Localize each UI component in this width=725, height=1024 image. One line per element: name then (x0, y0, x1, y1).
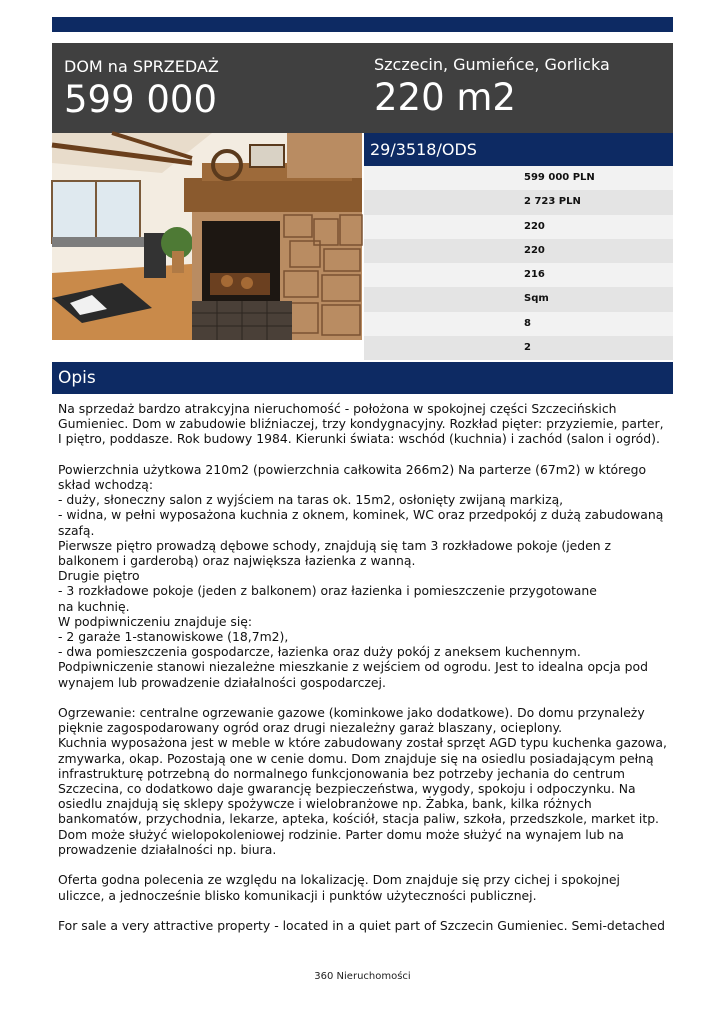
detail-row-area: 220 (364, 215, 673, 239)
property-photo (52, 133, 362, 340)
header-right (374, 55, 610, 119)
listing-details-table (364, 166, 673, 360)
fireplace-living-room-image (52, 133, 362, 340)
detail-row-rooms: 8 (364, 312, 673, 336)
property-location: Szczecin, Gumieńce, Gorlicka (374, 55, 610, 74)
detail-row-floors: 2 (364, 336, 673, 360)
listing-header (52, 43, 673, 133)
listing-reference-number: 29/3518/ODS (364, 133, 673, 166)
detail-row-plot-area: 216 (364, 263, 673, 287)
property-type-label: DOM na SPRZEDAŻ (64, 57, 219, 76)
detail-row-unit: Sqm (364, 287, 673, 311)
header-left (64, 57, 219, 121)
detail-row-price: 599 000 PLN (364, 166, 673, 190)
property-area: 220 m2 (374, 76, 516, 119)
description-text: Na sprzedaż bardzo atrakcyjna nieruchomość - położona w spokojnej części Szczecińskich Gumieniec. Dom w zabudowie bliźniaczej, trzy kondygnacyjny. Rozkład pięter: przyziemie, parter, I piętro, poddasze. Rok budowy 1984. Kierunki świata: wschód (kuchnia) i zachód (salon i ogród). Powierzchnia użytkowa 210m2 (powierzchnia całkowita 266m2) Na parterze (67m2) w którego skład wchodzą: - duży, słoneczny salon z wyjściem na taras ok. 15m2, osłonięty zwijaną markizą, - widna, w pełni wyposażona kuchnia z oknem, kominek, WC oraz przedpokój z dużą zabudowaną szafą. Pierwsze piętro prowadzą dębowe schody, znajdują się tam 3 rozkładowe pokoje (jeden z balkonem i garderobą) oraz największa łazienka z wanną. Drugie piętro - 3 rozkładowe pokoje (jeden z balkonem) oraz łazienka i pomieszczenie przygotowane na kuchnię. W podpiwniczeniu znajduje się: - 2 garaże 1-stanowiskowe (18,7m2), - dwa pomieszczenia gospodarcze, łazienka oraz duży pokój z aneksem kuchennym. Podpiwniczenie stanowi niezależne mieszkanie z wejściem od ogrodu. Jest to idealna opcja pod wynajem lub prowadzenie działalności gospodarczej. Ogrzewanie: centralne ogrzewanie gazowe (kominkowe jako dodatkowe). Do domu przynależy pięknie zagospodarowany ogród oraz drugi niezależny garaż blaszany, ocieplony. Kuchnia wyposażona jest w meble w które zabudowany został sprzęt AGD typu kuchenka gazowa, zmywarka, okap. Pozostają one w cenie domu. Dom znajduje się na osiedlu posiadającym pełną infrastrukturę potrzebną do normalnego funkcjonowania bez potrzeby jechania do centrum Szczecina, co dodatkowo daje gwarancję bezpieczeństwa, wygody, spokoju i odpoczynku. Na osiedlu znajdują się sklepy spożywcze i wielobranżowe np. Żabka, bank, kilka różnych bankomatów, przychodnia, lekarze, apteka, kościół, stacja paliw, szkoła, przedszkole, market itp. Dom może służyć wielopokoleniowej rodzinie. Parter domu może służyć na wynajem lub na prowadzenie działalności np. biura. Oferta godna polecenia ze względu na lokalizację. Dom znajduje się przy cichej i spokojnej uliczce, a jednocześnie blisko komunikacji i punktów użyteczności publicznej. For sale a very attractive property - located in a quiet part of Szczecin Gumieniec. Semi-detached (58, 401, 667, 933)
property-price: 599 000 (64, 78, 218, 121)
detail-row-price-per-sqm: 2 723 PLN (364, 190, 673, 214)
page-footer: 360 Nieruchomości (314, 971, 411, 982)
top-accent-stripe (52, 17, 673, 32)
detail-row-usable-area: 220 (364, 239, 673, 263)
description-section-title: Opis (52, 362, 673, 394)
